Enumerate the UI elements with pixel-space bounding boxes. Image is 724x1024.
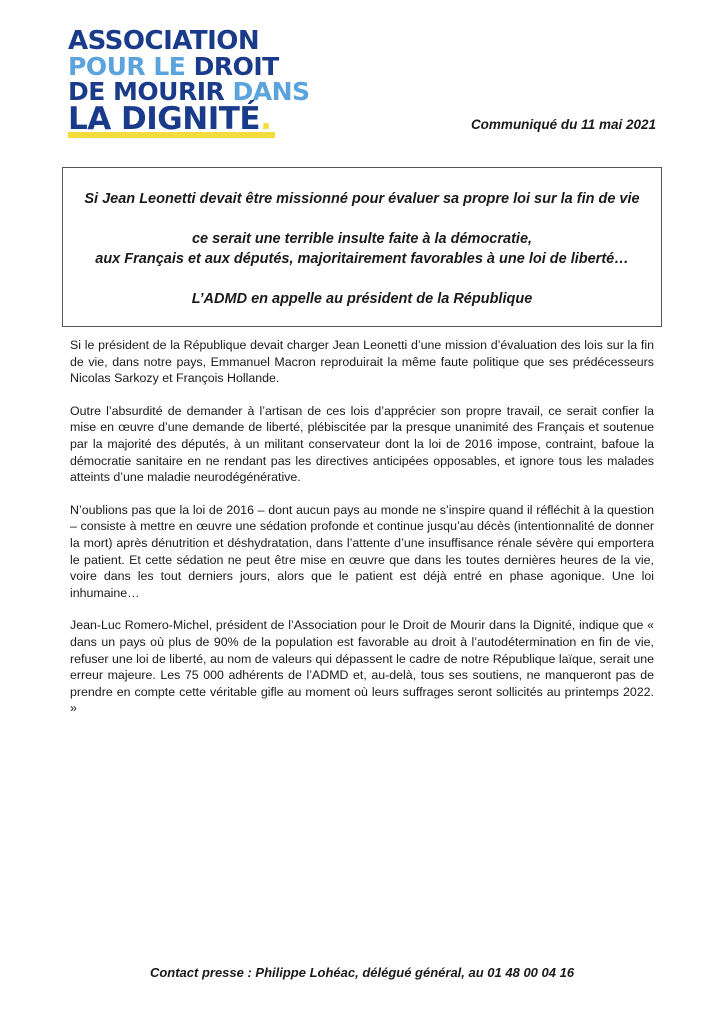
headline-line-3: aux Français et aux députés, majoritairement favorables à une loi de liberté… <box>95 251 629 267</box>
headline-line-2: ce serait une terrible insulte faite à la démocratie, <box>191 231 533 247</box>
headline-line-4: L’ADMD en appelle au président de la République <box>191 291 533 307</box>
press-contact: Contact presse : Philippe Lohéac, délégué général, au 01 48 00 04 16 <box>149 965 575 980</box>
body-paragraph-4: Jean-Luc Romero-Michel, président de l’Association pour le Droit de Mourir dans la Dignité, indique que « dans un pays où plus de 90% de la population est favorable au droit à l’autodétermination en fin de vie, refuser une loi de liberté, au nom de valeurs qui dépassent le cadre de notre République laïque, serait une erreur majeure. Les 75 000 adhérents de l’ADMD et, au-delà, tous ses soutiens, ne manqueront pas de prendre en compte cette véritable gifle au moment où leurs suffrages seront sollicités au printemps 2022. » <box>70 618 654 716</box>
headline-line-1: Si Jean Leonetti devait être missionné pour évaluer sa propre loi sur la fin de vie <box>84 191 640 207</box>
logo-dot: . <box>260 101 272 137</box>
logo-line-2 <box>68 54 310 79</box>
press-release-date: Communiqué du 11 mai 2021 <box>470 117 656 132</box>
logo-line-2-light: POUR LE <box>68 52 186 81</box>
logo-line-2-dark: DROIT <box>193 52 279 81</box>
headline-box <box>62 167 662 327</box>
body-paragraph-2: Outre l’absurdité de demander à l’artisan de ces lois d’apprécier son propre travail, ce serait confier la mise en œuvre d’une demande de liberté, plébiscitée par la presque unanimité des Français et soutenue par la majorité des députés, à un militant conservateur dont la loi de 2016 impose, contraint, bafoue la démocratie sanitaire en ne rendant pas les directives anticipées opposables, et ignore tous les malades atteints d’une maladie neurodégénérative. <box>70 403 654 485</box>
logo-line-4 <box>68 101 272 137</box>
logo-line-4-text: LA DIGNITÉ <box>68 101 261 137</box>
logo-line-3-light: DANS <box>232 77 310 106</box>
body-paragraph-3: N’oublions pas que la loi de 2016 – dont aucun pays au monde ne s’inspire quand il réfléchit à la question – consiste à mettre en œuvre une sédation profonde et continue jusqu’au décès (intentionnalité de donner la mort) après dénutrition et déshydratation, dans l’attente d’une insuffisance rénale sévère qui emportera le patient. Et cette sédation ne peut être mise en œuvre que dans les toutes dernières heures de la vie, voire dans les tout derniers jours, alors que le patient est déjà entré en phase agonique. Une loi inhumaine… <box>70 502 654 600</box>
logo-line-1: ASSOCIATION <box>68 26 260 56</box>
body-paragraph-1: Si le président de la République devait charger Jean Leonetti d’une mission d’évaluation des lois sur la fin de vie, dans notre pays, Emmanuel Macron reproduirait la même faute politique que ses prédécesseurs Nicolas Sarkozy et François Hollande. <box>70 338 654 386</box>
admd-logo <box>68 28 310 135</box>
press-release-body <box>70 337 654 733</box>
logo-line-3-dark: DE MOURIR <box>68 77 225 106</box>
